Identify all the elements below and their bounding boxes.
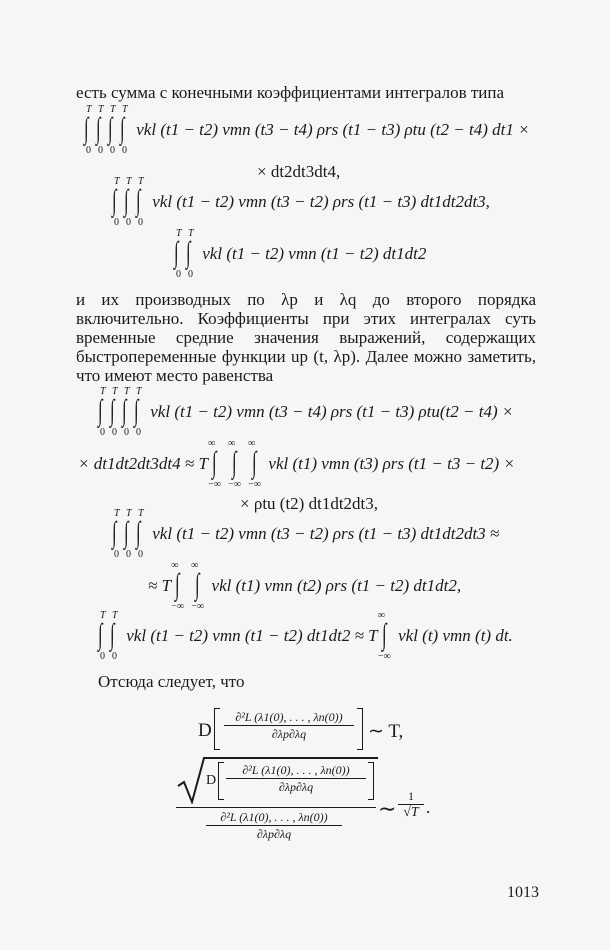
- left-bracket: [214, 708, 220, 750]
- equation-5-lhs: ≈ T: [148, 575, 172, 595]
- relation-1-D: D: [198, 720, 212, 741]
- equation-5-line-b: [148, 560, 462, 612]
- integral-sign: T ∫ 0: [134, 386, 142, 438]
- equation-2-expression: vkl (t1 − t2) vmn (t3 − t2) ρrs (t1 − t3) dt1dt2dt3,: [152, 191, 490, 211]
- equation-5-rhs: vkl (t1) vmn (t2) ρrs (t1 − t2) dt1dt2,: [211, 575, 462, 595]
- relation-2-D: D: [206, 773, 217, 788]
- relation-2-inner-fraction: ∂²L (λ1(0), . . . , λn(0)) ∂λp∂λq: [226, 763, 366, 794]
- equation-4-lhs: × dt1dt2dt3dt4 ≈ T: [78, 453, 208, 473]
- integral-sign: T ∫ 0: [122, 386, 130, 438]
- equation-5-expression-a: vkl (t1 − t2) vmn (t3 − t2) ρrs (t1 − t3) dt1dt2dt3 ≈: [152, 523, 500, 543]
- main-fraction-bar: [176, 807, 376, 808]
- integral-sign: ∞ ∫ −∞: [208, 438, 221, 490]
- relation-1-fraction: ∂²L (λ1(0), . . . , λn(0)) ∂λp∂λq: [224, 710, 354, 741]
- equation-6-lhs: vkl (t1 − t2) vmn (t1 − t2) dt1dt2 ≈ T: [126, 625, 378, 645]
- integral-sign: T ∫ 0: [84, 104, 92, 156]
- relation-2-period: .: [426, 798, 431, 817]
- equation-1-line-b: × dt2dt3dt4,: [257, 162, 341, 181]
- equation-3: [174, 228, 427, 280]
- equation-1-expression: vkl (t1 − t2) vmn (t3 − t4) ρrs (t1 − t3) ρtu (t2 − t4) dt1 ×: [136, 119, 530, 139]
- equation-3-expression: vkl (t1 − t2) vmn (t1 − t2) dt1dt2: [202, 243, 427, 263]
- integral-sign: T ∫ 0: [110, 386, 118, 438]
- relation-1-rhs: ∼ T,: [368, 721, 404, 742]
- equation-4-line-a: [98, 386, 514, 438]
- left-bracket: [218, 762, 224, 800]
- integral-sign: T ∫ 0: [96, 104, 104, 156]
- equation-6: [98, 610, 513, 662]
- integral-sign: ∞ ∫ −∞: [171, 560, 185, 612]
- text-line-3: Отсюда следует, что: [98, 672, 245, 691]
- equation-4-expression-a: vkl (t1 − t2) vmn (t3 − t4) ρrs (t1 − t3) ρtu(t2 − t4) ×: [150, 401, 514, 421]
- equation-5-line-a: [112, 508, 500, 560]
- right-bracket: [357, 708, 363, 750]
- relation-2-sim: ∼: [378, 796, 397, 821]
- integral-sign: T ∫ 0: [112, 508, 120, 560]
- paragraph-2: и их производных по λp и λq до второго порядка включительно. Коэффициенты при этих интегралах суть временные средние значения выражений, содержащих быстропеременные функции up (t, λp). Далее можно заметить, что имеют место равенства: [76, 290, 536, 385]
- right-bracket: [368, 762, 374, 800]
- equation-1-line-a: [84, 104, 530, 156]
- integral-sign: ∞ ∫ −∞: [377, 610, 391, 662]
- integral-sign: T ∫ 0: [98, 386, 106, 438]
- integral-sign: T ∫ 0: [186, 228, 194, 280]
- relation-2-rhs-fraction: 1 √T: [398, 789, 424, 820]
- integral-sign: T ∫ 0: [136, 176, 144, 228]
- equation-4-rhs: vkl (t1) vmn (t3) ρrs (t1 − t3 − t2) ×: [268, 453, 515, 473]
- integral-sign: T ∫ 0: [110, 610, 118, 662]
- integral-sign: T ∫ 0: [98, 610, 106, 662]
- equation-6-rhs: vkl (t) vmn (t) dt.: [398, 625, 513, 645]
- integral-sign: T ∫ 0: [124, 508, 132, 560]
- integral-sign: T ∫ 0: [120, 104, 128, 156]
- equation-2: [112, 176, 490, 228]
- equation-4-line-c: × ρtu (t2) dt1dt2dt3,: [240, 494, 379, 513]
- integral-sign: T ∫ 0: [112, 176, 120, 228]
- integral-sign: ∞ ∫ −∞: [248, 438, 261, 490]
- text-line-1: есть сумма с конечными коэффициентами интегралов типа: [76, 83, 505, 102]
- relation-2-denominator: ∂²L (λ1(0), . . . , λn(0)) ∂λp∂λq: [206, 810, 342, 841]
- page-number: 1013: [507, 884, 539, 901]
- equation-4-line-b: [78, 438, 515, 490]
- integral-sign: T ∫ 0: [136, 508, 144, 560]
- integral-sign: T ∫ 0: [124, 176, 132, 228]
- integral-sign: T ∫ 0: [108, 104, 116, 156]
- integral-sign: ∞ ∫ −∞: [191, 560, 205, 612]
- integral-sign: T ∫ 0: [174, 228, 182, 280]
- integral-sign: ∞ ∫ −∞: [228, 438, 241, 490]
